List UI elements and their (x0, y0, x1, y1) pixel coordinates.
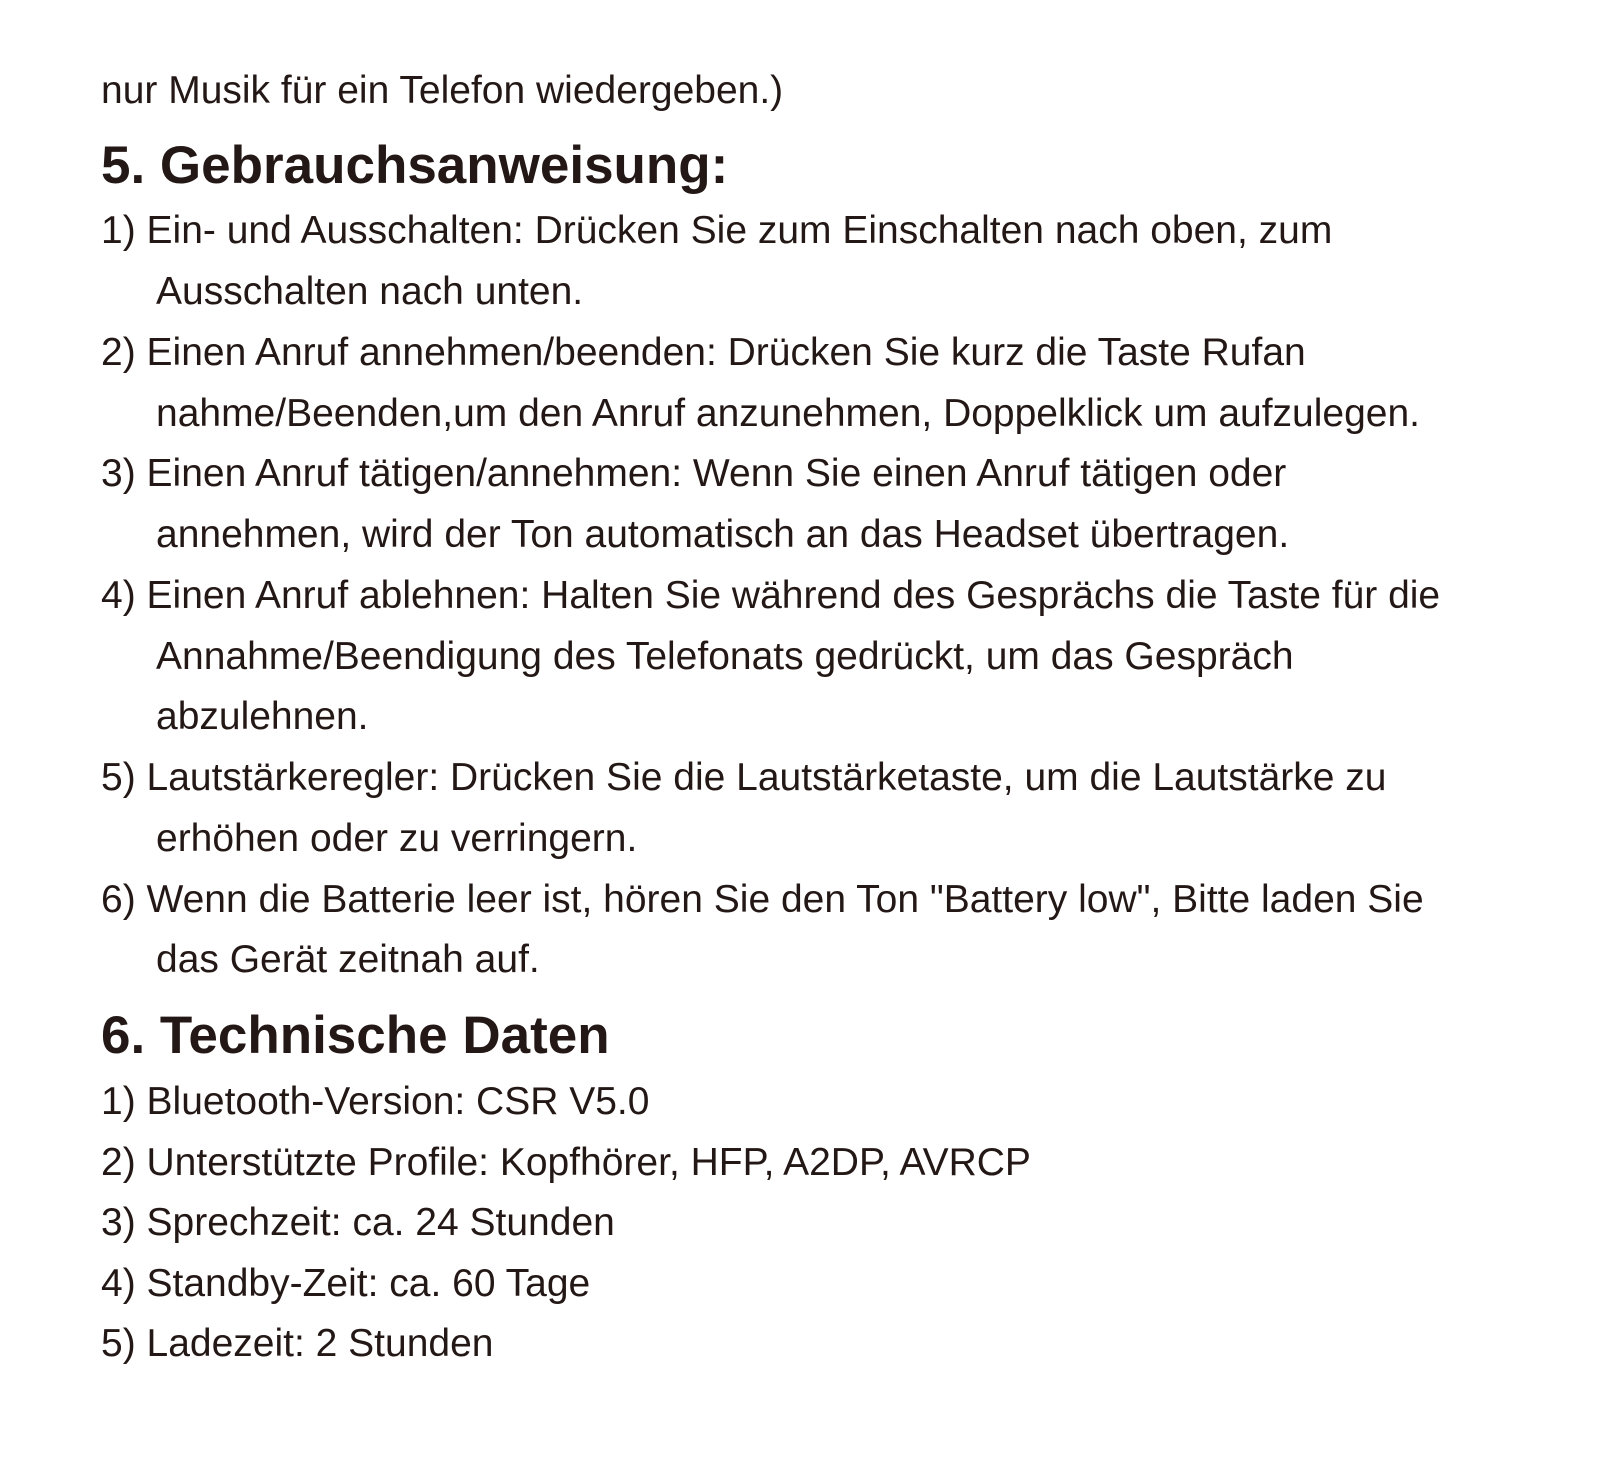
list-item-line: 2) Einen Anruf annehmen/beenden: Drücken Sie kurz die Taste Rufan (101, 331, 1306, 374)
spec-item: 1) Bluetooth-Version: CSR V5.0 (101, 1080, 650, 1123)
list-item-continuation: erhöhen oder zu verringern. (156, 817, 638, 860)
spec-item: 3) Sprechzeit: ca. 24 Stunden (101, 1201, 615, 1244)
list-item-continuation: Ausschalten nach unten. (156, 270, 584, 313)
spec-item: 2) Unterstützte Profile: Kopfhörer, HFP, A2DP, AVRCP (101, 1141, 1031, 1184)
spec-item: 4) Standby-Zeit: ca. 60 Tage (101, 1262, 591, 1305)
list-item-line: 1) Ein- und Ausschalten: Drücken Sie zum Einschalten nach oben, zum (101, 209, 1333, 252)
list-item-continuation: nahme/Beenden,um den Anruf anzunehmen, Doppelklick um aufzulegen. (156, 392, 1420, 435)
list-item-line: 6) Wenn die Batterie leer ist, hören Sie den Ton "Battery low", Bitte laden Sie (101, 878, 1424, 921)
list-item-continuation: abzulehnen. (156, 695, 369, 738)
section-5-heading: 5. Gebrauchsanweisung: (101, 136, 729, 195)
list-item-line: 4) Einen Anruf ablehnen: Halten Sie während des Gesprächs die Taste für die (101, 574, 1441, 617)
list-item-continuation: Annahme/Beendigung des Telefonats gedrückt, um das Gespräch (156, 635, 1294, 678)
list-item-line: 3) Einen Anruf tätigen/annehmen: Wenn Sie einen Anruf tätigen oder (101, 452, 1287, 495)
list-item-continuation: das Gerät zeitnah auf. (156, 938, 540, 981)
list-item-line: 5) Lautstärkeregler: Drücken Sie die Lautstärketaste, um die Lautstärke zu (101, 756, 1387, 799)
list-item-continuation: annehmen, wird der Ton automatisch an das Headset übertragen. (156, 513, 1290, 556)
section-6-heading: 6. Technische Daten (101, 1006, 610, 1065)
intro-text: nur Musik für ein Telefon wiedergeben.) (101, 69, 784, 112)
spec-item: 5) Ladezeit: 2 Stunden (101, 1322, 494, 1365)
